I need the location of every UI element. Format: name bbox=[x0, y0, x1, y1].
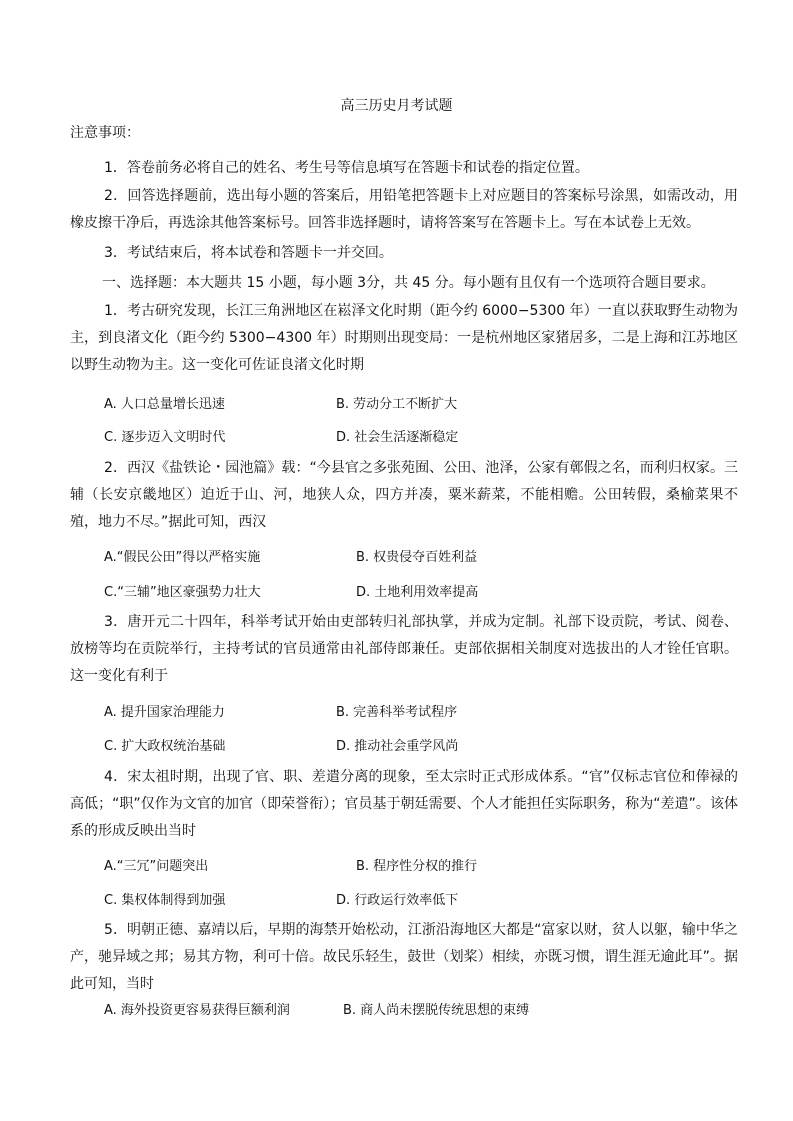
option-d: D. 土地利用效率提高 bbox=[356, 585, 479, 600]
option-a: A.“三冗”问题突出 bbox=[104, 859, 209, 874]
notice-item: 2．回答选择题前，选出每小题的答案后，用铅笔把答题卡上对应题目的答案标号涂黑，如需改动，用橡皮擦干净后，再选涂其他答案标号。回答非选择题时，请将答案写在答题卡上。写在本试卷上无效。 bbox=[70, 188, 738, 231]
option-b: B. 完善科举考试程序 bbox=[336, 705, 458, 720]
option-a: A. 人口总量增长迅速 bbox=[104, 397, 225, 412]
option-a: A. 提升国家治理能力 bbox=[104, 705, 225, 720]
option-b: B. 劳动分工不断扩大 bbox=[336, 397, 458, 412]
option-d: D. 社会生活逐渐稳定 bbox=[336, 430, 459, 445]
section-heading: 一、选择题：本大题共 15 小题，每小题 3分，共 45 分。每小题有且仅有一个选项符合题目要求。 bbox=[102, 275, 715, 291]
page-title: 高三历史月考试题 bbox=[340, 98, 453, 114]
option-c: C.“三辅”地区豪强势力壮大 bbox=[104, 585, 261, 600]
notice-item: 3．考试结束后，将本试卷和答题卡一并交回。 bbox=[104, 245, 393, 261]
option-b: B. 权贵侵夺百姓利益 bbox=[356, 550, 478, 565]
option-b: B. 商人尚未摆脱传统思想的束缚 bbox=[343, 1003, 530, 1018]
question-stem: 2．西汉《盐铁论・园池篇》载：“今县官之多张苑囿、公田、池泽，公家有鄣假之名，而利归权家。三辅（长安京畿地区）迫近于山、河，地狭人众，四方并凑，粟米薪菜，不能相赡。公田转假，桑榆菜果不殖，地力不尽。”据此可知，西汉 bbox=[70, 460, 738, 530]
option-c: C. 逐步迈入文明时代 bbox=[104, 430, 226, 445]
option-a: A.“假民公田”得以严格实施 bbox=[104, 550, 261, 565]
option-c: C. 扩大政权统治基础 bbox=[104, 739, 226, 754]
question-stem: 4．宋太祖时期，出现了官、职、差遣分离的现象，至太宗时正式形成体系。“官”仅标志官位和俸禄的高低；“职”仅作为文官的加官（即荣誉衔）；官员基于朝廷需要、个人才能担任实际职务，称为“差遣”。该体系的形成反映出当时 bbox=[70, 769, 738, 839]
question-stem: 5．明朝正德、嘉靖以后，早期的海禁开始松动，江浙沿海地区大都是“富家以财，贫人以躯，输中华之产，驰异域之邦；易其方物，利可十倍。故民乐轻生，鼓世（划桨）相续，亦既习惯，谓生涯无逾此耳”。据此可知，当时 bbox=[70, 922, 738, 992]
option-d: D. 行政运行效率低下 bbox=[336, 893, 459, 908]
notice-item: 1．答卷前务必将自己的姓名、考生号等信息填写在答题卡和试卷的指定位置。 bbox=[104, 160, 589, 176]
option-c: C. 集权体制得到加强 bbox=[104, 893, 226, 908]
option-a: A. 海外投资更容易获得巨额利润 bbox=[104, 1003, 290, 1018]
option-b: B. 程序性分权的推行 bbox=[356, 859, 478, 874]
option-d: D. 推动社会重学风尚 bbox=[336, 739, 459, 754]
question-stem: 3．唐开元二十四年，科举考试开始由吏部转归礼部执掌，并成为定制。礼部下设贡院，考试、阅卷、放榜等均在贡院举行，主持考试的官员通常由礼部侍郎兼任。吏部依据相关制度对选拔出的人才铨任官职。这一变化有利于 bbox=[70, 614, 738, 684]
notice-heading: 注意事项： bbox=[70, 125, 140, 141]
question-stem: 1．考古研究发现，长江三角洲地区在崧泽文化时期（距今约 6000−5300 年）一直以获取野生动物为主，到良渚文化（距今约 5300−4300 年）时期则出现变局：一是杭州地区家猪居多，二是上海和江苏地区以野生动物为主。这一变化可佐证良渚文化时期 bbox=[70, 303, 738, 373]
